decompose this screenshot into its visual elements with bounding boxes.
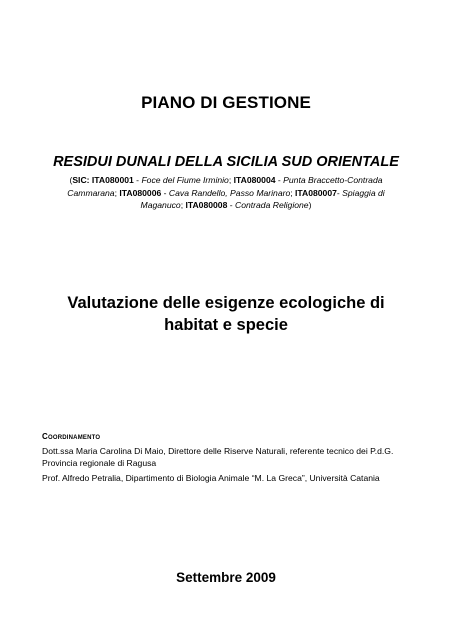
site-name: Punta Braccetto-Contrada Cammarana — [67, 175, 383, 198]
sites-list — [60, 174, 392, 212]
site-code: ITA080001 — [91, 175, 134, 185]
coordination-heading: Coordinamento — [42, 432, 101, 441]
document-subtitle: RESIDUI DUNALI DELLA SICILIA SUD ORIENTALE — [53, 154, 399, 170]
site-code: ITA080008 — [185, 200, 228, 210]
site-code: ITA080006 — [119, 187, 162, 198]
site-separator: - — [227, 200, 235, 210]
sic-prefix: SIC: — [72, 175, 92, 185]
site-name: Spiaggia di Maganuco — [140, 187, 385, 210]
document-title-line2: habitat e specie — [164, 316, 288, 334]
coordinator-paragraph: Prof. Alfredo Petralia, Dipartimento di Biologia Animale “M. La Greca”, Università Catania — [42, 473, 380, 483]
sites-open-paren: ( — [69, 175, 73, 185]
site-code: ITA080004 — [233, 175, 276, 185]
document-title — [0, 292, 452, 336]
site-name: Contrada Religione — [235, 200, 309, 210]
document-date: Settembre 2009 — [176, 570, 276, 585]
plan-title: PIANO DI GESTIONE — [141, 93, 311, 112]
site-separator: - — [336, 187, 343, 198]
site-separator: ; — [114, 187, 120, 198]
sites-close-paren: ) — [308, 200, 312, 210]
site-name: Cava Randello, Passo Marinaro — [168, 187, 291, 198]
site-code: ITA080007 — [295, 187, 337, 198]
coordinator-paragraph: Dott.ssa Maria Carolina Di Maio, Direttore delle Riserve Naturali, referente tecnico dei P.d.G. Provincia regionale di Ragusa — [42, 446, 394, 468]
document-title-line1: Valutazione delle esigenze ecologiche di — [67, 294, 385, 312]
site-name: Foce del Fiume Irminio — [141, 175, 229, 185]
site-separator: - — [133, 175, 142, 185]
site-separator: - — [161, 187, 169, 198]
site-separator: - — [275, 175, 284, 185]
site-separator: ; — [228, 175, 234, 185]
site-separator: ; — [180, 200, 186, 210]
site-separator: ; — [290, 187, 296, 198]
